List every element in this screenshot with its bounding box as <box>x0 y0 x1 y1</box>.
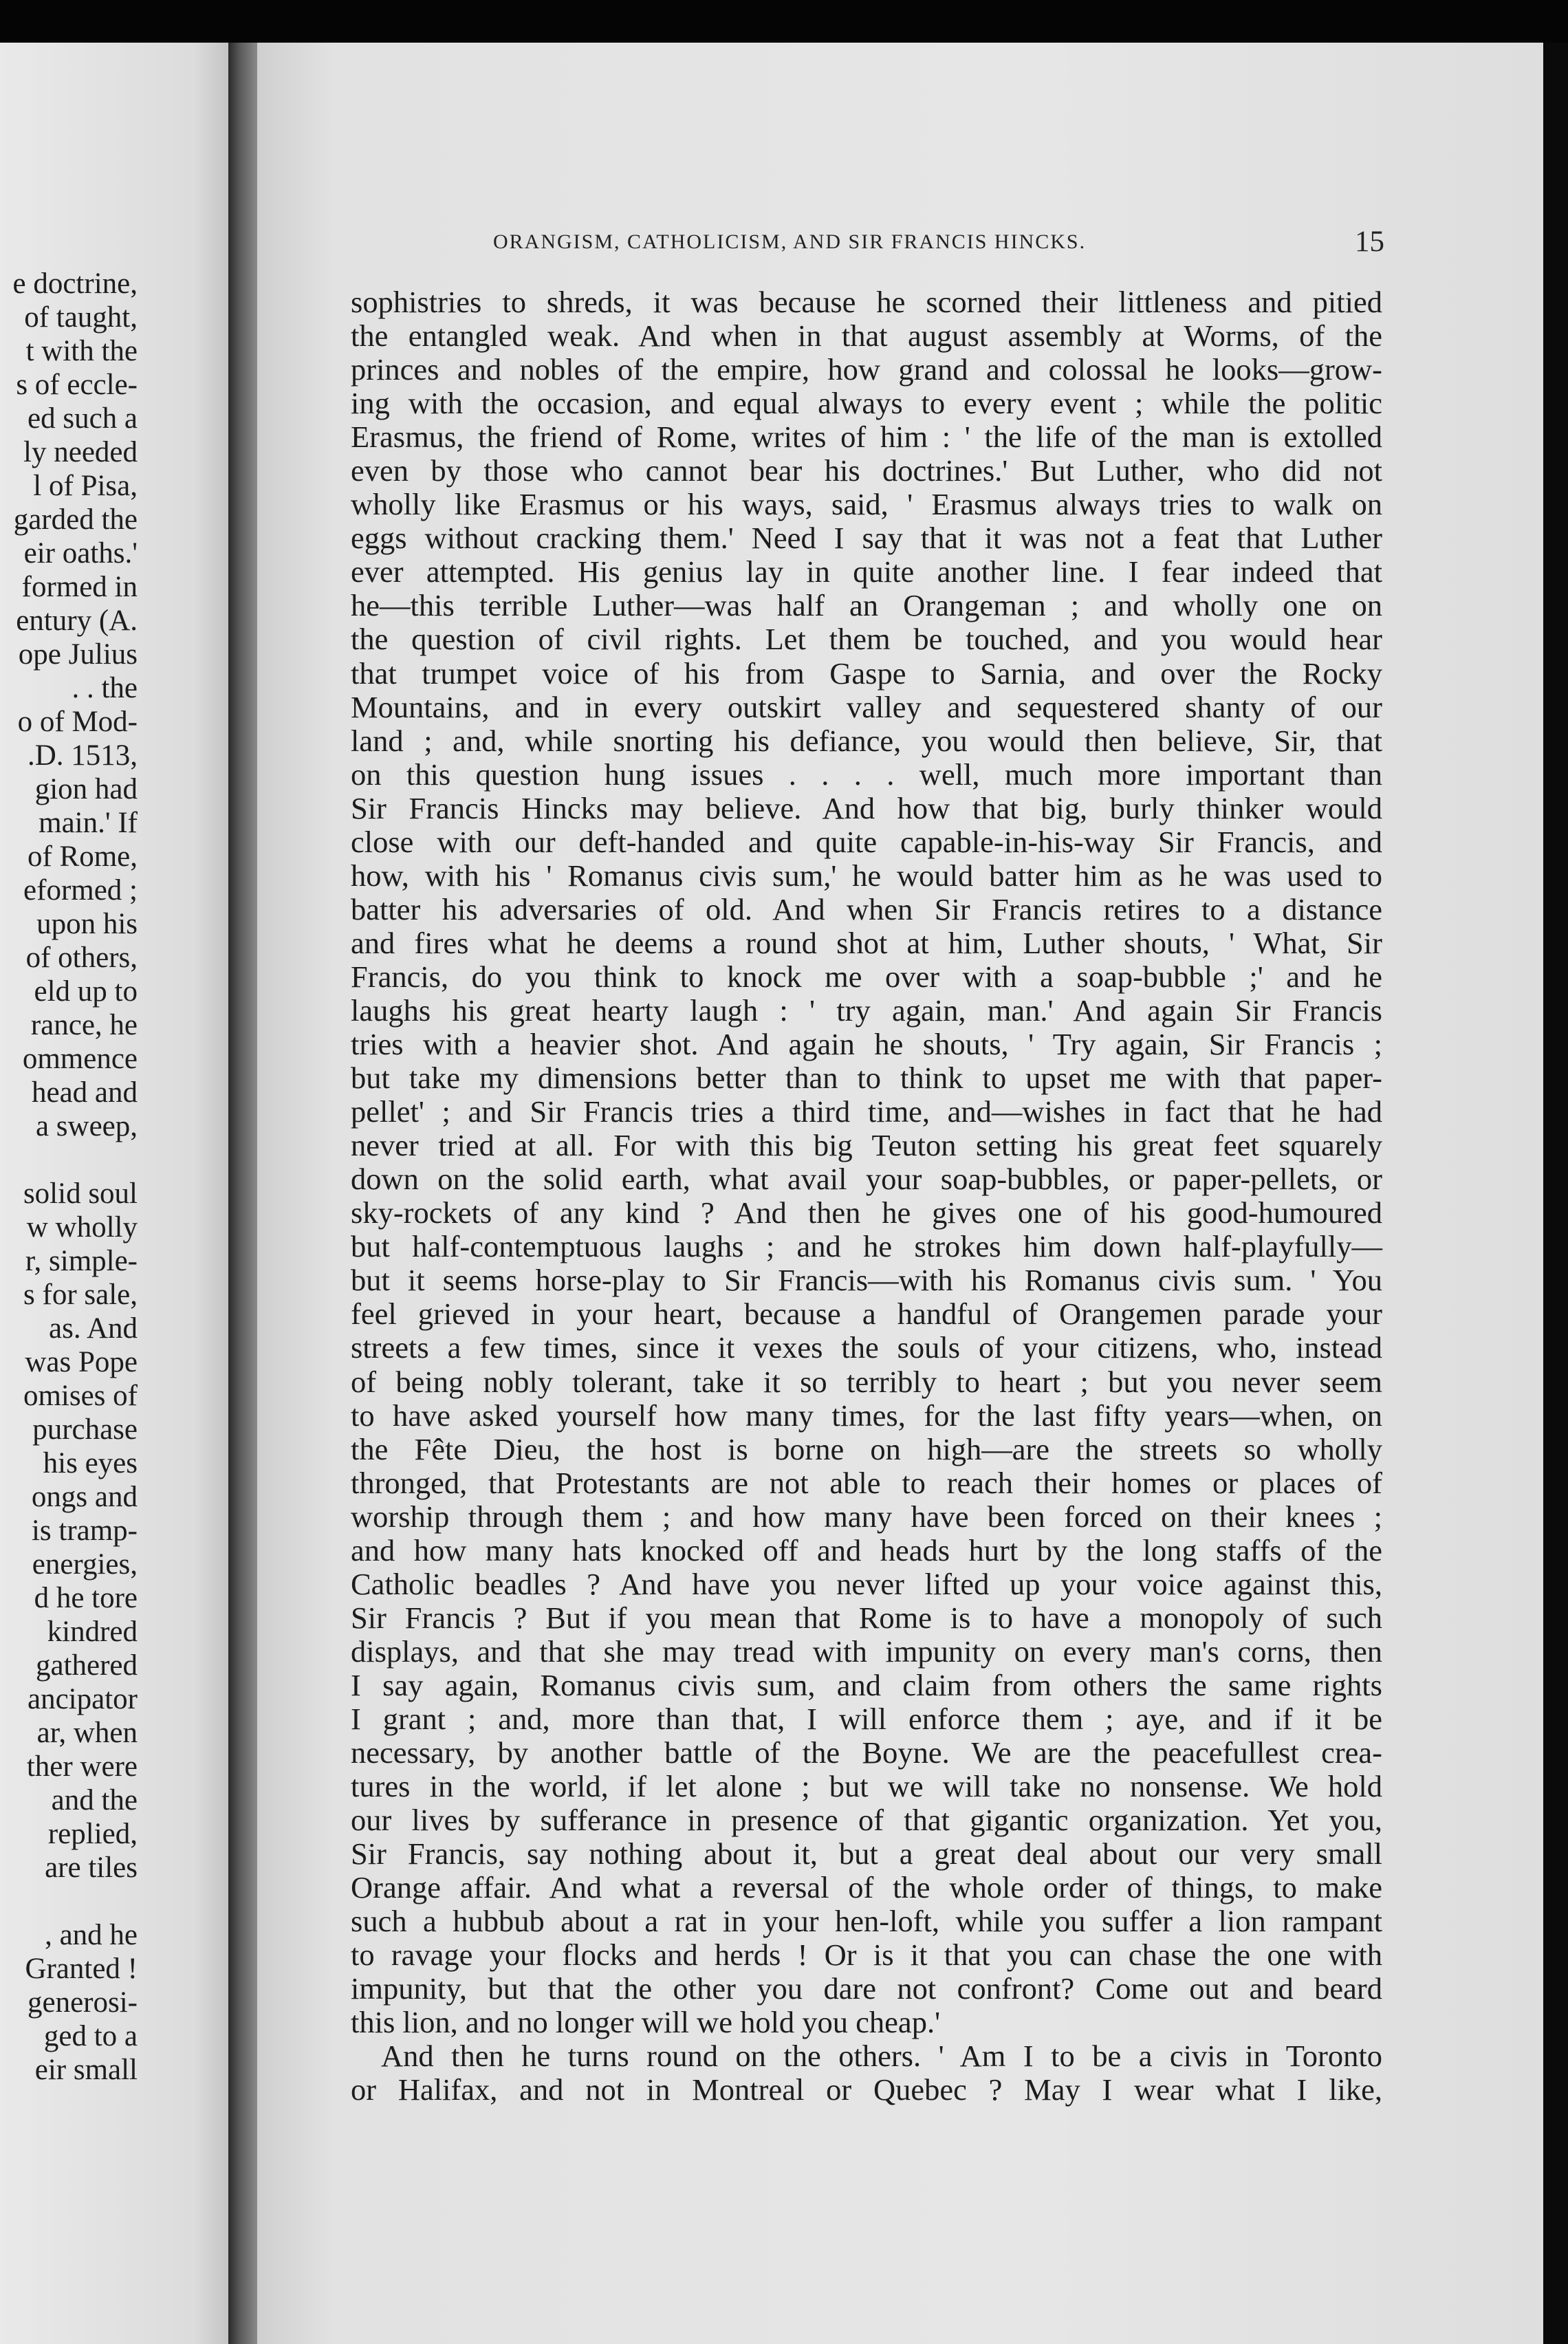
left-page-line: energies, <box>32 1548 138 1581</box>
left-page-line: his eyes <box>43 1447 138 1479</box>
body-text-line: never tried at all. For with this big Teuton setting his great feet squarely <box>351 1128 1382 1163</box>
left-page-line: purchase <box>32 1413 138 1446</box>
left-page-line: rance, he <box>30 1009 138 1041</box>
body-text-line: or Halifax, and not in Montreal or Quebec ? May I wear what I like, <box>351 2072 1382 2107</box>
body-text-line: pellet' ; and Sir Francis tries a third time, and—wishes in fact that he had <box>351 1094 1382 1129</box>
body-text <box>351 285 1382 2107</box>
body-text-line: but take my dimensions better than to think to upset me with that paper- <box>351 1061 1382 1096</box>
left-page-line <box>0 1143 138 1177</box>
body-text-line: down on the solid earth, what avail your soap-bubbles, or paper-pellets, or <box>351 1162 1382 1197</box>
body-text-line: sky-rockets of any kind ? And then he gives one of his good-humoured <box>351 1195 1382 1230</box>
body-text-line: our lives by sufferance in presence of that gigantic organization. Yet you, <box>351 1803 1382 1838</box>
page-number: 15 <box>1355 226 1384 258</box>
left-page-line: ancipator <box>28 1683 138 1715</box>
body-text-line: eggs without cracking them.' Need I say that it was not a feat that Luther <box>351 521 1382 556</box>
left-page-line: eir oaths.' <box>23 537 138 569</box>
body-text-line: and how many hats knocked off and heads hurt by the long staffs of the <box>351 1532 1382 1567</box>
left-page-line: head and <box>31 1076 138 1109</box>
left-page-text-column <box>0 267 138 2087</box>
body-text-line: the question of civil rights. Let them be touched, and you would hear <box>351 622 1382 657</box>
body-text-line: Sir Francis Hincks may believe. And how that big, burly thinker would <box>351 790 1382 825</box>
body-text-line: ever attempted. His genius lay in quite another line. I fear indeed that <box>351 554 1382 589</box>
left-page-line: ly needed <box>23 436 138 468</box>
left-page-line: eformed ; <box>23 874 138 907</box>
body-text-line: this lion, and no longer will we hold you cheap.' <box>351 2005 941 2040</box>
left-page-line: of others, <box>25 942 138 974</box>
left-page-line: was Pope <box>25 1346 138 1378</box>
left-page-line: a sweep, <box>35 1110 138 1142</box>
body-text-line: Sir Francis ? But if you mean that Rome is to have a monopoly of such <box>351 1600 1382 1635</box>
scan-top-border <box>0 0 1568 43</box>
left-page-line: main.' If <box>39 807 138 839</box>
left-page-line: eld up to <box>34 975 138 1008</box>
body-text-line: I say again, Romanus civis sum, and claim from others the same rights <box>351 1667 1382 1702</box>
body-text-line: streets a few times, since it vexes the souls of your citizens, who, instead <box>351 1330 1382 1365</box>
left-page-line: gathered <box>35 1649 138 1682</box>
left-page-line: garded the <box>13 503 138 536</box>
left-page-line: as. And <box>49 1312 138 1345</box>
body-text-line: necessary, by another battle of the Boyne. We are the peacefullest crea- <box>351 1735 1382 1770</box>
left-page-line: .D. 1513, <box>27 739 138 772</box>
left-page-line: ommence <box>22 1043 138 1075</box>
left-page-line: generosi- <box>28 1986 138 2019</box>
left-page-line: and the <box>51 1784 138 1816</box>
left-page-line: s of eccle- <box>16 369 138 401</box>
left-page-line: formed in <box>21 571 138 603</box>
body-text-line: even by those who cannot bear his doctrines.' But Luther, who did not <box>351 453 1382 488</box>
body-text-line: close with our deft-handed and quite capable-in-his-way Sir Francis, and <box>351 824 1382 859</box>
body-text-line: Catholic beadles ? And have you never lifted up your voice against this, <box>351 1566 1382 1601</box>
left-page-line: entury (A. <box>16 605 138 637</box>
left-page-line: . . the <box>72 672 138 704</box>
left-page-line: o of Mod- <box>17 706 138 738</box>
body-text-line: to ravage your flocks and herds ! Or is it that you can chase the one with <box>351 1938 1382 1973</box>
left-page-line: of taught, <box>24 301 138 334</box>
left-page-line: ged to a <box>43 2020 138 2052</box>
body-text-line: princes and nobles of the empire, how grand and colossal he looks—grow- <box>351 352 1382 387</box>
running-header: ORANGISM, CATHOLICISM, AND SIR FRANCIS HINCKS. <box>493 230 1087 253</box>
body-text-line: worship through them ; and how many have been forced on their knees ; <box>351 1499 1382 1534</box>
left-page-line: are tiles <box>45 1852 138 1884</box>
body-text-line: tures in the world, if let alone ; but we will take no nonsense. We hold <box>351 1769 1382 1804</box>
body-text-line: he—this terrible Luther—was half an Orangeman ; and wholly one on <box>351 588 1382 623</box>
left-page-line: gion had <box>34 773 138 805</box>
body-text-line: land ; and, while snorting his defiance, you would then believe, Sir, that <box>351 723 1382 758</box>
body-text-line: feel grieved in your heart, because a handful of Orangemen parade your <box>351 1296 1382 1332</box>
body-text-line: wholly like Erasmus or his ways, said, ' Erasmus always tries to walk on <box>351 487 1382 522</box>
left-page-line: d he tore <box>34 1582 138 1614</box>
body-text-line: and fires what he deems a round shot at him, Luther shouts, ' What, Sir <box>351 925 1382 960</box>
left-page-line: kindred <box>47 1616 138 1648</box>
body-text-line: the Fête Dieu, the host is borne on high—are the streets so wholly <box>351 1431 1382 1466</box>
body-text-line: on this question hung issues . . . . well, much more important than <box>351 757 1382 792</box>
right-page <box>257 43 1543 2344</box>
book-gutter <box>228 43 257 2344</box>
left-page-line: ther were <box>26 1750 138 1783</box>
left-page-line: upon his <box>36 908 138 940</box>
left-page-line: ongs and <box>31 1481 138 1513</box>
body-text-line: And then he turns round on the others. ' Am I to be a civis in Toronto <box>381 2039 1382 2074</box>
body-text-line: I grant ; and, more than that, I will enforce them ; aye, and if it be <box>351 1701 1382 1736</box>
body-text-line: such a hubbub about a rat in your hen-loft, while you suffer a lion rampant <box>351 1904 1382 1939</box>
left-page-line <box>0 1885 138 1918</box>
body-text-line: tries with a heavier shot. And again he shouts, ' Try again, Sir Francis ; <box>351 1027 1382 1062</box>
left-page-line: of Rome, <box>27 840 138 873</box>
body-text-line: but it seems horse-play to Sir Francis—with his Romanus civis sum. ' You <box>351 1263 1382 1298</box>
body-text-line: the entangled weak. And when in that august assembly at Worms, of the <box>351 318 1382 354</box>
left-page-line: omises of <box>23 1380 138 1412</box>
body-text-line: how, with his ' Romanus civis sum,' he would batter him as he was used to <box>351 858 1382 893</box>
body-text-line: displays, and that she may tread with impunity on every man's corns, then <box>351 1634 1382 1669</box>
left-page-line: w wholly <box>26 1211 138 1244</box>
left-page-line: is tramp- <box>31 1515 138 1547</box>
left-page-line: , and he <box>45 1919 138 1951</box>
body-text-line: that trumpet voice of his from Gaspe to Sarnia, and over the Rocky <box>351 655 1382 691</box>
left-page-line: e doctrine, <box>12 268 138 300</box>
left-page-line: replied, <box>47 1818 138 1850</box>
left-page-line: r, simple- <box>25 1245 138 1277</box>
left-page-line: solid soul <box>23 1178 138 1210</box>
left-page <box>0 43 228 2344</box>
body-text-line: to have asked yourself how many times, for the last fifty years—when, on <box>351 1398 1382 1433</box>
left-page-line: t with the <box>25 335 138 367</box>
body-text-line: impunity, but that the other you dare not confront? Come out and beard <box>351 1971 1382 2006</box>
body-text-line: sophistries to shreds, it was because he scorned their littleness and pitied <box>351 285 1382 319</box>
body-text-line: Erasmus, the friend of Rome, writes of him : ' the life of the man is extolled <box>351 420 1382 455</box>
left-page-line: ope Julius <box>18 638 138 671</box>
left-page-line: ar, when <box>36 1717 138 1749</box>
body-text-line: batter his adversaries of old. And when Sir Francis retires to a distance <box>351 891 1382 926</box>
left-page-line: eir small <box>34 2054 138 2086</box>
body-text-line: but half-contemptuous laughs ; and he strokes him down half-playfully— <box>351 1229 1382 1264</box>
left-page-line: ed such a <box>28 402 138 435</box>
body-text-line: Orange affair. And what a reversal of the whole order of things, to make <box>351 1870 1382 1905</box>
body-text-line: Sir Francis, say nothing about it, but a great deal about our very small <box>351 1836 1382 1871</box>
body-text-line: laughs his great hearty laugh : ' try again, man.' And again Sir Francis <box>351 992 1382 1028</box>
body-text-line: ing with the occasion, and equal always to every event ; while the politic <box>351 386 1382 421</box>
body-text-line: of being nobly tolerant, take it so terribly to heart ; but you never seem <box>351 1364 1382 1399</box>
body-text-line: Mountains, and in every outskirt valley and sequestered shanty of our <box>351 689 1382 724</box>
body-text-line: Francis, do you think to knock me over with a soap-bubble ;' and he <box>351 959 1382 994</box>
left-page-line: Granted ! <box>25 1953 138 1985</box>
body-text-line: thronged, that Protestants are not able to reach their homes or places of <box>351 1465 1382 1500</box>
scan-right-border <box>1543 43 1568 2344</box>
left-page-line: l of Pisa, <box>33 470 138 502</box>
left-page-line: s for sale, <box>23 1279 138 1311</box>
